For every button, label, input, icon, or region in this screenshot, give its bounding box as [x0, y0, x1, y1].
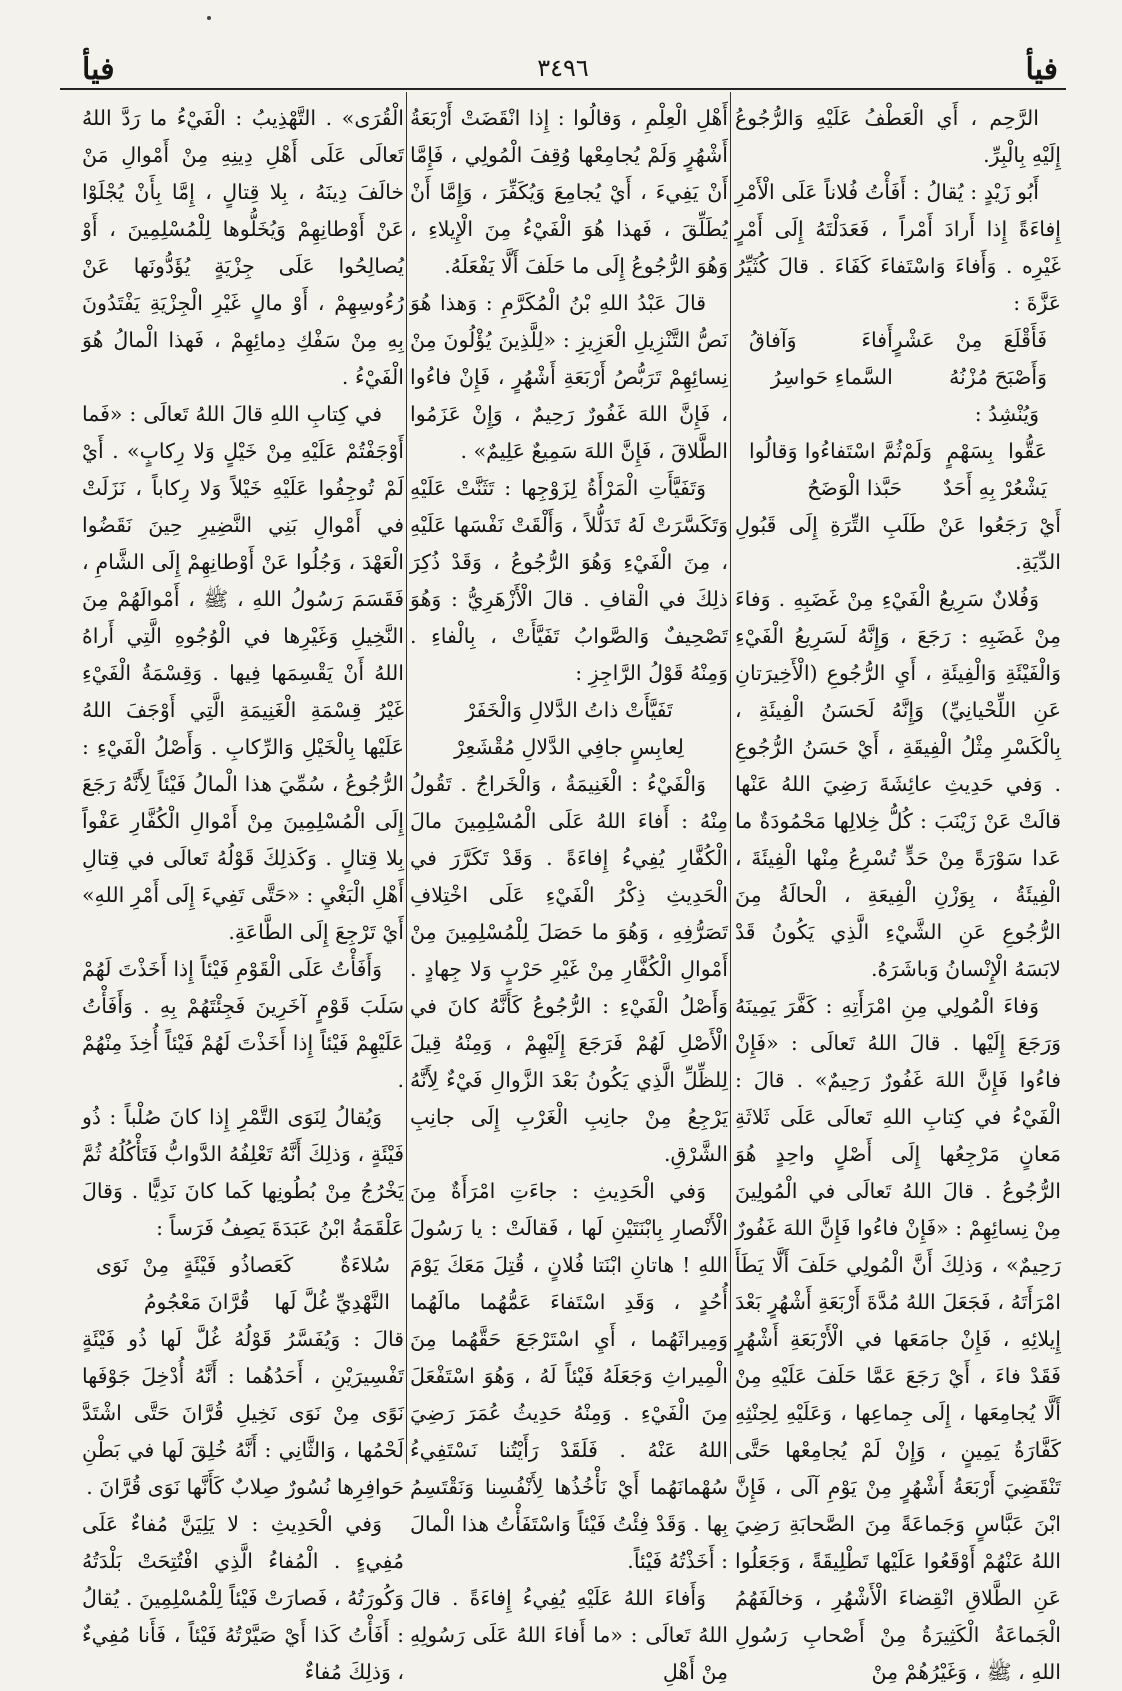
rajaz-line: لِعابِسٍ جافِي الدَّلالِ مُقْشَعِرْ [454, 735, 684, 759]
page-header [60, 44, 1066, 92]
entry-paragraph: أَيْ رَجَعُوا عَنْ طَلَبِ التِّرَةِ إِلَى قَبُولِ الدِّيَةِ. [735, 513, 1061, 574]
verse-hemistich-first: فَأَقْلَعَ مِنْ عَشْرٍ وَأَصْبَحَ مُزْنُهُ [892, 328, 1047, 389]
page-number: ٣٤٩٦ [537, 54, 589, 82]
entry-paragraph: وَأَفاءَ اللهُ عَلَيْهِ يُفِيءُ إِفاءَةً . قالَ اللهُ تَعالَى : «ما أَفاءَ اللهُ عَلَى رَسُولِهِ مِنْ أَهْلِ [410, 1586, 728, 1684]
entry-paragraph: في كِتابِ اللهِ قالَ اللهُ تَعالَى : «فَما أَوْجَفْتُمْ عَلَيْهِ مِنْ خَيْلٍ وَلا رِكابٍ» . أَيْ لَمْ تُوجِفُوا عَلَيْهِ خَيْلاً وَلا رِكاباً ، نَزَلَتْ في أَمْوالِ بَنِي النَّضِيرِ حِينَ نَقَضُوا الْعَهْدَ ، وَجُلُوا عَنْ أَوْطانِهِمْ إِلَى الشَّامِ ، فَقَسَمَ رَسُولُ اللهِ ، ﷺ ، أَمْوالَهُمْ مِنَ النَّخِيلِ وَغَيْرِها في الْوُجُوهِ الَّتِي أَراهُ اللهُ أَنْ يَقْسِمَها فِيها . وَقِسْمَةُ الْفَيْءِ غَيْرُ قِسْمَةِ الْغَنِيمَةِ الَّتِي أَوْجَفَ اللهُ عَلَيْها بِالْخَيْلِ وَالرِّكابِ . وَأَصْلُ الْفَيْءِ : الرُّجُوعُ ، سُمِّيَ هذا الْمالُ فَيْئاً لِأَنَّهُ رَجَعَ إِلَى الْمُسْلِمِينَ مِنْ أَمْوالِ الْكُفَّارِ عَفْواً بِلا قِتالٍ . وَكَذلِكَ قَوْلُهُ تَعالَى في قِتالِ أَهْلِ الْبَغْيِ : «حَتَّى تَفِيءَ إِلَى أَمْرِ اللهِ» أَيْ تَرْجِعَ إِلَى الطَّاعَةِ. [82, 402, 404, 944]
verse-hemistich-second: أَفاءَ وَآفاقُ السَّماءِ حَواسِرُ [749, 328, 893, 389]
entry-paragraph: وَيُنْشِدُ : [974, 402, 1039, 426]
verse-line [735, 433, 1061, 507]
entry-paragraph: وَفي الْحَدِيثِ : جاءَتِ امْرَأَةٌ مِنَ الْأَنْصارِ بِابْنَتَيْنِ لَها ، فَقالَتْ : يا رَسُولَ اللهِ ! هاتانِ ابْنَتا فُلانٍ ، قُتِلَ مَعَكَ يَوْمَ أُحُدٍ ، وَقَدِ اسْتَفاءَ عَمُّهُما مالَهُما وَمِيراثَهُما ، أَيِ اسْتَرْجَعَ حَقَّهُما مِنَ الْمِيراثِ وَجَعَلَهُ فَيْئاً لَهُ ، وَهُوَ اسْتَفْعَلَ مِنَ الْفَيْءِ . وَمِنْهُ حَدِيثُ عُمَرَ رَضِيَ اللهُ عَنْهُ . فَلَقَدْ رَأَيْتُنا نَسْتَفِيءُ سُهْمانَهُما أَيْ نَأْخُذُها لِأَنْفُسِنا وَنَقْتَسِمُ بِها . وَقَدْ فِئْتُ فَيْئاً وَاسْتَفَأْتُ هذا الْمالَ : أَخَذْتُهُ فَيْئاً. [410, 1179, 728, 1573]
entry-paragraph: وَفاءَ الْمُولِي مِنِ امْرَأَتِهِ : كَفَّرَ يَمِينَهُ وَرَجَعَ إِلَيْها . قالَ اللهُ تَعالَى : «فَإِنْ فاءُوا فَإِنَّ اللهَ غَفُورٌ رَحِيمٌ» . قالَ : الْفَيْءُ في كِتابِ اللهِ تَعالَى عَلَى ثَلاثَةِ مَعانٍ مَرْجِعُها إِلَى أَصْلٍ واحِدٍ هُوَ الرُّجُوعُ . قالَ اللهُ تَعالَى في الْمُولِينَ مِنْ نِسائِهِمْ : «فَإِنْ فاءُوا فَإِنَّ اللهَ غَفُورٌ رَحِيمٌ» ، وَذلِكَ أَنَّ الْمُولِي حَلَفَ أَلَّا يَطَأَ امْرَأَتَهُ ، فَجَعَلَ اللهُ مُدَّةَ أَرْبَعَةِ أَشْهُرٍ بَعْدَ إِيلائِهِ ، فَإِنْ جامَعَها في الْأَرْبَعَةِ أَشْهُرٍ فَقَدْ فاءَ ، أَيْ رَجَعَ عَمَّا حَلَفَ عَلَيْهِ مِنْ أَلَّا يُجامِعَها ، إِلَى جِماعِها ، وَعَلَيْهِ لِحِنْثِهِ كَفَّارَةُ يَمِينٍ ، وَإِنْ لَمْ يُجامِعْها حَتَّى تَنْقَضِيَ أَرْبَعَةُ أَشْهُرٍ مِنْ يَوْمِ آلَى ، فَإِنَّ ابْنَ عَبَّاسٍ وَجَماعَةً مِنَ الصَّحابَةِ رَضِيَ اللهُ عَنْهُمْ أَوْقَعُوا عَلَيْها تَطْلِيقَةً ، وَجَعَلُوا عَنِ الطَّلاقِ انْقِضاءَ الْأَشْهُرِ ، وَخالَفَهُمُ الْجَماعَةُ الْكَثِيرَةُ مِنْ أَصْحابِ رَسُولِ اللهِ ، ﷺ ، وَغَيْرُهُمْ مِنْ [735, 994, 1061, 1684]
text-column-left [82, 100, 404, 1684]
verse-line [82, 1247, 404, 1321]
entry-paragraph: قالَ : وَيُفَسَّرُ قَوْلُهُ غُلَّ لَها ذُو فَيْئَةٍ تَفْسِيرَيْنِ ، أَحَدُهُما : أَنَّهُ أُدْخِلَ جَوْفَها نَوًى مِنْ نَوَى نَخِيلِ قُرَّانَ حَتَّى اشْتَدَّ لَحْمُها ، وَالثَّانِي : أَنَّهُ خُلِقَ لَها في بَطْنِ حَوافِرِها نُسُورٌ صِلابٌ كَأَنَّها نَوَى قُرَّانَ . [82, 1327, 404, 1499]
entry-paragraph: أَهْلِ الْعِلْمِ ، وَقالُوا : إِذا انْقَضَتْ أَرْبَعَةُ أَشْهُرٍ وَلَمْ يُجامِعْها وُقِفَ الْمُولِي ، فَإِمَّا أَنْ يَفِيءَ ، أَيْ يُجامِعَ وَيُكَفِّرَ ، وَإِمَّا أَنْ يُطَلِّقَ ، فَهذا هُوَ الْفَيْءُ مِنَ الْإِيلاءِ ، وَهُوَ الرُّجُوعُ إِلَى ما حَلَفَ أَلَّا يَفْعَلَهُ. [410, 106, 728, 278]
entry-paragraph: وَتَفَيَّأَتِ الْمَرْأَةُ لِزَوْجِها : تَثَنَّتْ عَلَيْهِ وَتَكَسَّرَتْ لَهُ تَدَلُّلاً ، وَأَلْقَتْ نَفْسَها عَلَيْهِ ، مِنَ الْفَيْءِ وَهُوَ الرُّجُوعُ ، وَقَدْ ذُكِرَ ذلِكَ في الْقافِ . قالَ الْأَزْهَرِيُّ : وَهُوَ تَصْحِيفٌ وَالصَّوابُ تَفَيَّأَتْ ، بِالْفاءِ . وَمِنْهُ قَوْلُ الرَّاجِزِ : [410, 476, 728, 685]
header-catchword-right: فيأ [1025, 52, 1058, 87]
verse-hemistich-first: عَقُّوا بِسَهْمٍ وَلَمْ يَشْعُرْ بِهِ أَحَدٌ [902, 439, 1047, 500]
verse-hemistich-second: ثُمَّ اسْتَفاءُوا وَقالُوا حَبَّذا الْوَضَحُ [749, 439, 903, 500]
entry-paragraph: وَفُلانٌ سَرِيعُ الْفَيْءِ مِنْ غَضَبِهِ . وَفاءَ مِنْ غَضَبِهِ : رَجَعَ ، وَإِنَّهُ لَسَرِيعُ الْفَيْءِ وَالْفَيْئَةِ وَالْفِيئَةِ ، أَيِ الرُّجُوعِ (الْأَخِيرَتانِ عَنِ اللِّحْيانِيِّ) وَإِنَّهُ لَحَسَنُ الْفِيئَةِ ، بِالْكَسْرِ مِثْلُ الْفِيقَةِ ، أَيْ حَسَنُ الرُّجُوعِ . وَفي حَدِيثِ عائِشَةَ رَضِيَ اللهُ عَنْها قالَتْ عَنْ زَيْنَبَ : كُلُّ خِلالِها مَحْمُودَةٌ ما عَدا سَوْرَةً مِنْ حَدٍّ تُسْرِعُ مِنْها الْفِيئَةَ ، الْفِيئَةُ ، بِوَزْنِ الْفِيعَةِ ، الْحالَةُ مِنَ الرُّجُوعِ عَنِ الشَّيْءِ الَّذِي يَكُونُ قَدْ لابَسَهُ الْإِنْسانُ وَباشَرَهُ. [735, 587, 1061, 981]
text-column-right [735, 100, 1061, 1684]
header-catchword-left: فيأ [82, 52, 115, 87]
verse-hemistich-first: سُلاءَةٌ كَعَصا النَّهْدِيِّ غُلَّ لَها [249, 1253, 390, 1314]
entry-paragraph: قالَ عَبْدُ اللهِ بْنُ الْمُكَرَّمِ : وَهذا هُوَ نَصُّ التَّنْزِيلِ الْعَزِيزِ : «لِلَّذِينَ يُؤْلُونَ مِنْ نِسائِهِمْ تَرَبُّصُ أَرْبَعَةِ أَشْهُرٍ ، فَإِنْ فاءُوا ، فَإِنَّ اللهَ غَفُورٌ رَحِيمٌ ، وَإِنْ عَزَمُوا الطَّلاقَ ، فَإِنَّ اللهَ سَمِيعٌ عَلِيمٌ» . [410, 291, 728, 463]
text-column-middle [410, 100, 728, 1684]
verse-line [735, 322, 1061, 396]
entry-paragraph: الْقُرَى» . التَّهْذِيبُ : الْفَيْءُ ما رَدَّ اللهُ تَعالَى عَلَى أَهْلِ دِينِهِ مِنْ أَمْوالِ مَنْ خالَفَ دِينَهُ ، بِلا قِتالٍ ، إِمَّا بِأَنْ يُجْلَوْا عَنْ أَوْطانِهِمْ وَيُخَلُّوها لِلْمُسْلِمِينَ ، أَوْ يُصالِحُوا عَلَى جِزْيَةٍ يُؤَدُّونَها عَنْ رُءُوسِهِمْ ، أَوْ مالٍ غَيْرِ الْجِزْيَةِ يَفْتَدُونَ بِهِ مِنْ سَفْكِ دِمائِهِمْ ، فَهذا الْمالُ هُوَ الْفَيْءُ . [82, 106, 404, 389]
entry-paragraph: الرَّحِم ، أَي الْعَطْفُ عَلَيْهِ وَالرُّجُوعُ إِلَيْهِ بِالْبِرِّ. [735, 106, 1061, 167]
entry-paragraph: وَأَفَأْتُ عَلَى الْقَوْمِ فَيْئاً إِذا أَخَذْتَ لَهُمْ سَلَبَ قَوْمٍ آخَرِينَ فَجِئْتَهُمْ بِهِ . وَأَفَأْتُ عَلَيْهِمْ فَيْئاً إِذا أَخَذْتَ لَهُمْ فَيْئاً أُخِذَ مِنْهُمْ . [82, 957, 404, 1092]
entry-paragraph: أَبُو زَيْدٍ : يُقالُ : أَفَأْتُ فُلاناً عَلَى الْأَمْرِ إِفاءَةً إِذا أَرادَ أَمْراً ، فَعَدَلْتَهُ إِلَى أَمْرٍ غَيْرِه . وَأَفاءَ وَاسْتَفاءَ كَفَاءَ . قالَ كُثَيِّرُ عَزَّةَ : [735, 180, 1061, 315]
header-rule [60, 88, 1066, 90]
verse-hemistich-second: ذُو فَيْئَةٍ مِنْ نَوَى قُرَّانَ مَعْجُومُ [96, 1253, 250, 1314]
rajaz-line: تَفَيَّأَتْ ذاتُ الدَّلالِ وَالْخَفَرْ [465, 698, 673, 722]
entry-paragraph: وَالْفَيْءُ : الْغَنِيمَةُ ، وَالْخَراجُ . تَقُولُ مِنْهُ : أَفاءَ اللهُ عَلَى الْمُسْلِمِينَ مالَ الْكُفَّارِ يُفِيءُ إِفاءَةً . وَقَدْ تَكَرَّرَ في الْحَدِيثِ ذِكْرُ الْفَيْءِ عَلَى اخْتِلافِ تَصَرُّفِهِ ، وَهُوَ ما حَصَلَ لِلْمُسْلِمِينَ مِنْ أَمْوالِ الْكُفَّارِ مِنْ غَيْرِ حَرْبٍ وَلا جِهادٍ . وَأَصْلُ الْفَيْءِ : الرُّجُوعُ كَأَنَّهُ كانَ في الْأَصْلِ لَهُمْ فَرَجَعَ إِلَيْهِمْ ، وَمِنْهُ قِيلَ لِلظِّلِّ الَّذِي يَكُونُ بَعْدَ الزَّوالِ فَيْءٌ لِأَنَّهُ يَرْجِعُ مِنْ جانِبِ الْغَرْبِ إِلَى جانِبِ الشَّرْقِ. [410, 772, 728, 1166]
scan-speck [207, 16, 211, 20]
column-divider-right [730, 92, 731, 1464]
column-divider-left [406, 92, 407, 1464]
entry-paragraph: وَفي الْحَدِيثِ : لا يَلِيَنَّ مُفاءٌ عَلَى مُفِيءٍ . الْمُفاءُ الَّذِي افْتُتِحَتْ بَلْدَتُهُ وَكُورَتُهُ ، فَصارَتْ فَيْئاً لِلْمُسْلِمِينَ . يُقالُ : أَفَأْتُ كَذا أَيْ صَيَّرْتُهُ فَيْئاً ، فَأَنا مُفِيءٌ ، وَذلِكَ مُفاءٌ [82, 1512, 404, 1684]
entry-paragraph: وَيُقالُ لِنَوَى التَّمْرِ إِذا كانَ صُلْباً : ذُو فَيْئَةٍ ، وَذلِكَ أَنَّهُ تَعْلِفُهُ الدَّوابُّ فَتَأْكُلُهُ ثُمَّ يَخْرُجُ مِنْ بُطُونِها كَما كانَ نَدِيًّا . وَقالَ عَلْقَمَةُ ابْنُ عَبَدَةَ يَصِفُ فَرَساً : [82, 1105, 404, 1240]
